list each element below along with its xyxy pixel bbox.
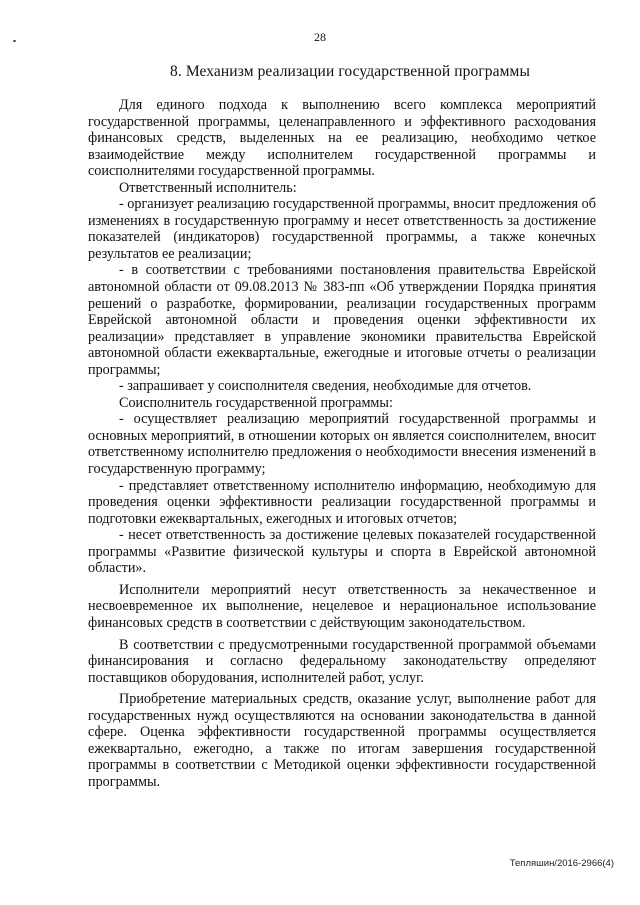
footer-code: Тепляшин/2016-2966(4) bbox=[509, 858, 614, 869]
paragraph-coexecutor-heading: Соисполнитель государственной программы: bbox=[119, 394, 393, 411]
paragraph-coexecutor-provides: - представляет ответственному исполнителю информацию, необходимую для проведения оценки эффективности реализации государственной программы и подготовки ежеквартальных, ежегодных и итоговых отчетов; bbox=[88, 477, 596, 527]
paragraph-coexecutor-implements: - осуществляет реализацию мероприятий государственной программы и основных мероприятий, в отношении которых он является соисполнителем, вносит ответственному исполнителю предложения о необходимости внесения изменений в государственную программу; bbox=[88, 411, 596, 478]
paragraph-executors-liability: Исполнители мероприятий несут ответственность за некачественное и несвоевременное их выполнение, нецелевое и нерациональное использование финансовых средств в соответствии с действующим законодательством. bbox=[88, 581, 596, 631]
section-title: 8. Механизм реализации государственной программы bbox=[170, 63, 530, 80]
document-body bbox=[88, 97, 596, 790]
paragraph-responsible-requests: - запрашивает у соисполнителя сведения, необходимые для отчетов. bbox=[119, 378, 532, 395]
paragraph-procurement-evaluation: Приобретение материальных средств, оказание услуг, выполнение работ для государственных нужд осуществляются на основании законодательства в данной сфере. Оценка эффективности государственной программы осуществляется ежеквартально, ежегодно, а также по итогам завершения государственной программы в соответствии с Методикой оценки эффективности государственной программы. bbox=[88, 691, 596, 790]
paragraph-coexecutor-responsible: - несет ответственность за достижение целевых показателей государственной программы «Развитие физической культуры и спорта в Еврейской автономной области». bbox=[88, 527, 596, 577]
page-number: 28 bbox=[314, 30, 326, 44]
paragraph-intro: Для единого подхода к выполнению всего комплекса мероприятий государственной программы, целенаправленного и эффективного расходования финансовых средств, выделенных на ее реализацию, необходимо четкое взаимодействие между исполнителем государственной программы и соисполнителями государственной программы. bbox=[88, 97, 596, 180]
paragraph-responsible-heading: Ответственный исполнитель: bbox=[119, 179, 297, 196]
paragraph-responsible-organizes: - организует реализацию государственной программы, вносит предложения об изменениях в государственную программу и несет ответственность за достижение показателей (индикаторов) государственной программы, а также конечных результатов ее реализации; bbox=[88, 196, 596, 262]
paragraph-suppliers: В соответствии с предусмотренными государственной программой объемами финансирования и согласно федеральному законодательству определяют поставщиков оборудования, исполнителей работ, услуг. bbox=[88, 636, 596, 686]
paragraph-responsible-reports: - в соответствии с требованиями постановления правительства Еврейской автономной области от 09.08.2013 № 383-пп «Об утверждении Порядка принятия решений о разработке, формировании, реализации государственных программ Еврейской автономной области и проведения оценки эффективности их реализации» представляет в управление экономики правительства Еврейской автономной области ежеквартальные, ежегодные и итоговые отчеты о реализации программы; bbox=[88, 262, 596, 378]
